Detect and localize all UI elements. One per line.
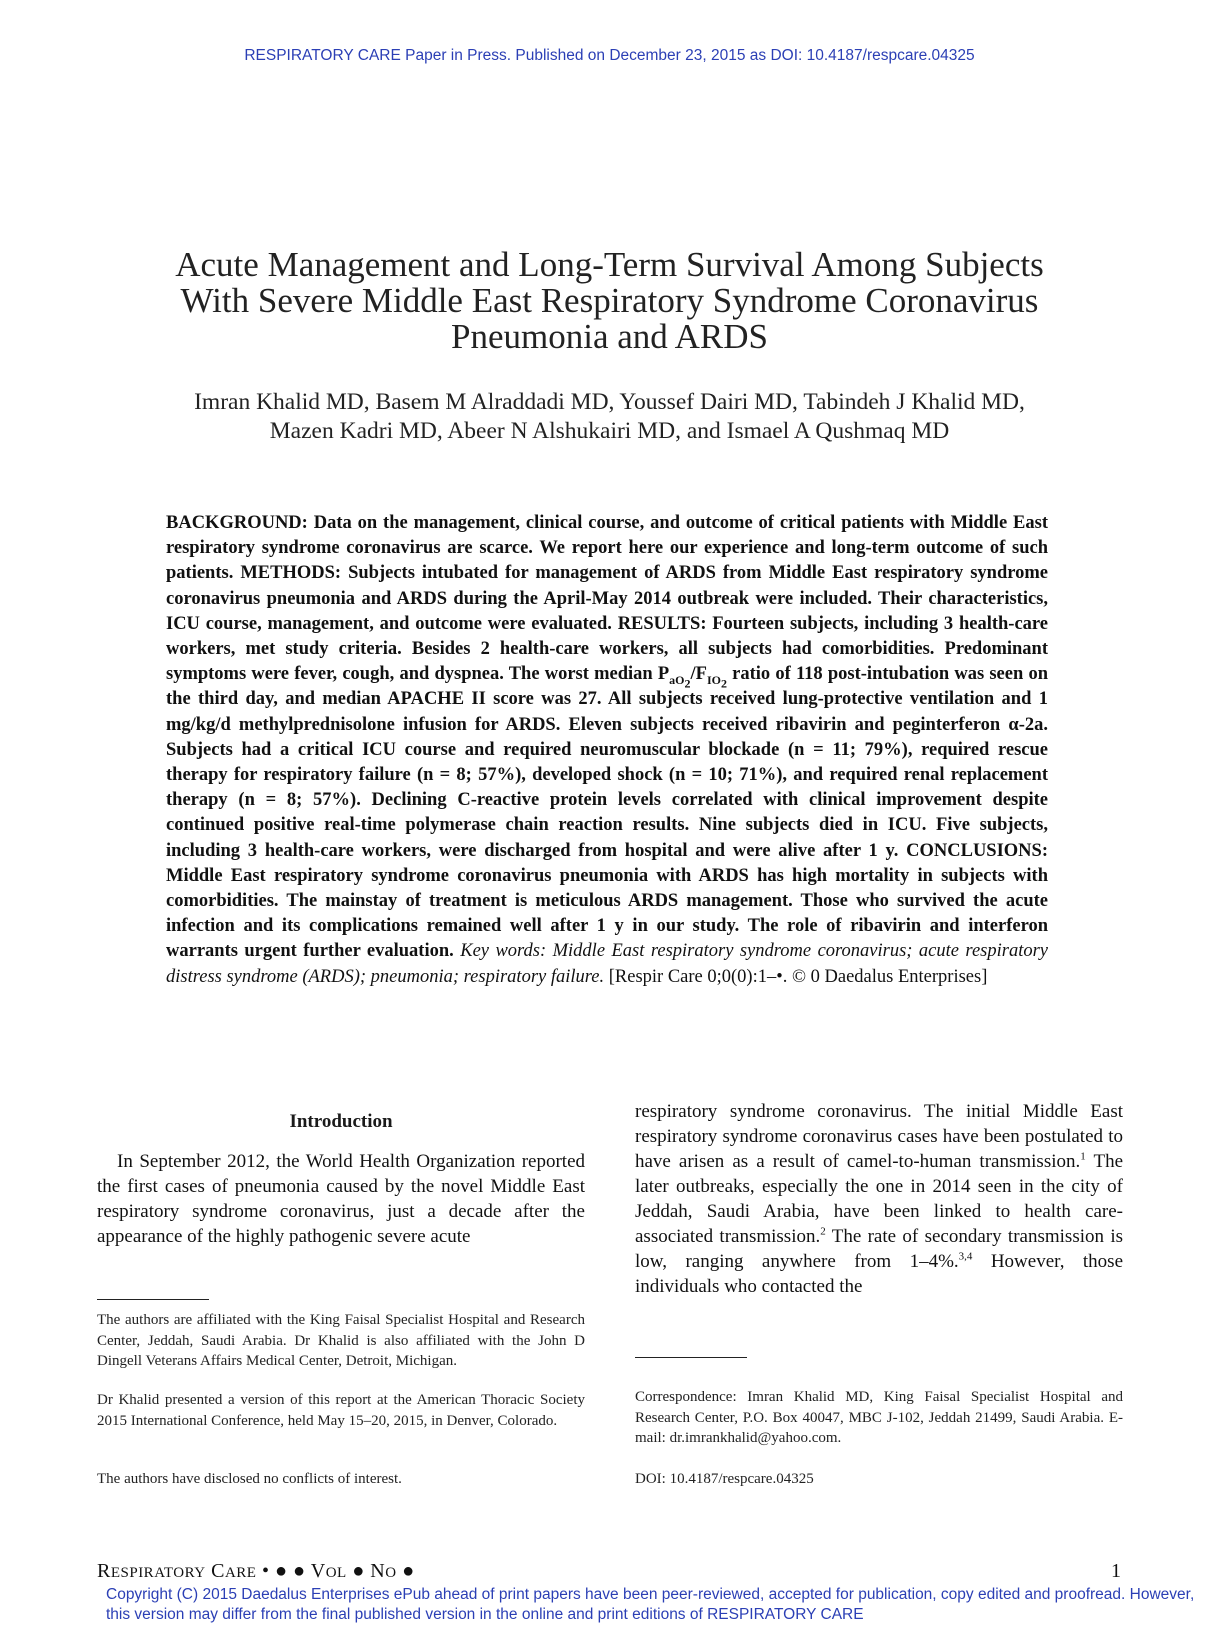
reference-link[interactable]: 3,4: [958, 1250, 973, 1263]
title-line: Acute Management and Long-Term Survival Among Subjects: [175, 245, 1044, 284]
footnote-doi: DOI: 10.4187/respcare.04325: [635, 1471, 814, 1487]
page-number: 1: [1111, 1560, 1121, 1582]
title-line: Pneumonia and ARDS: [451, 317, 768, 356]
press-banner: RESPIRATORY CARE Paper in Press. Published on December 23, 2015 as DOI: 10.4187/respcare.04325: [244, 47, 975, 64]
reference-link[interactable]: 2: [820, 1225, 826, 1238]
citation: [Respir Care 0;0(0):1–•. © 0 Daedalus Enterprises]: [604, 966, 988, 987]
intro-paragraph-right: respiratory syndrome coronavirus. The initial Middle East respiratory syndrome coronavirus cases have been postulated to have arisen as a result of camel-to-human transmission.$^1$ The later outbreaks, especially the one in 2014 seen in the city of Jeddah, Saudi Arabia, have been linked to health care-associated transmission.$^2$ The rate of secondary transmission is low, ranging anywhere from 1–4%.$^{3,4}$ However, those individuals who contacted the: [635, 1101, 1124, 1297]
footer-journal-name: RESPIRATORY CARE • ● ● VOL ● NO ●: [97, 1560, 415, 1582]
author-list: [120, 388, 1099, 446]
author-line: Imran Khalid MD, Basem M Alraddadi MD, Youssef Dairi MD, Tabindeh J Khalid MD,: [194, 389, 1025, 415]
footnote-affiliation: The authors are affiliated with the King Faisal Specialist Hospital and Research Center, Jeddah, Saudi Arabia. Dr Khalid is also affiliated with the John D Dingell Veterans Affairs Medical Center, Detroit, Michigan.: [97, 1312, 585, 1369]
intro-paragraph-left: In September 2012, the World Health Organization reported the first cases of pneumonia caused by the novel Middle East respiratory syndrome coronavirus, just a decade after the appearance of the highly pathogenic severe acute: [97, 1151, 585, 1247]
footnote-conflicts: The authors have disclosed no conflicts of interest.: [97, 1471, 402, 1487]
article-title: [120, 247, 1099, 355]
reference-link[interactable]: 1: [1080, 1150, 1086, 1163]
footnote-divider-left: [97, 1299, 209, 1300]
title-line: With Severe Middle East Respiratory Syndrome Coronavirus: [180, 281, 1039, 320]
footnote-correspondence: Correspondence: Imran Khalid MD, King Faisal Specialist Hospital and Research Center, P.O. Box 40047, MBC J-102, Jeddah 21499, Saudi Arabia. E-mail: dr.imrankhalid@yahoo.com.: [635, 1389, 1123, 1446]
footnote-divider-right: [635, 1357, 747, 1358]
abstract-text: BACKGROUND: Data on the management, clinical course, and outcome of critical patients with Middle East respiratory syndrome coronavirus are scarce. We report here our experience and long-term outcome of such patients. METHODS: Subjects intubated for management of ARDS from Middle East respiratory syndrome coronavirus pneumonia and ARDS during the April-May 2014 outbreak were included. Their characteristics, ICU course, management, and outcome were evaluated. RESULTS: Fourteen subjects, including 3 health-care workers, met study criteria. Besides 2 health-care workers, all subjects had comorbidities. Predominant symptoms were fever, cough, and dyspnea. The worst median $P_{aO_2}/F_{IO_2}$ ratio of 118 post-intubation was seen on the third day, and median APACHE II score was 27. All subjects received lung-protective ventilation and 1 mg/kg/d methylprednisolone infusion for ARDS. Eleven subjects received ribavirin and peginterferon α-2a. Subjects had a critical ICU course and required neuromuscular blockade (n = 11; 79%), required rescue therapy for respiratory failure (n = 8; 57%), developed shock (n = 10; 71%), and required renal replacement therapy (n = 8; 57%). Declining C-reactive protein levels correlated with clinical improvement despite continued positive real-time polymerase chain reaction results. Nine subjects died in ICU. Five subjects, including 3 health-care workers, were discharged from hospital and were alive after 1 y. CONCLUSIONS: Middle East respiratory syndrome coronavirus pneumonia with ARDS has high mortality in subjects with comorbidities. The mainstay of treatment is meticulous ARDS management. Those who survived the acute infection and its complications remained well after 1 y in our study. The role of ribavirin and interferon warrants urgent further evaluation.: [166, 513, 1048, 962]
section-heading-introduction: Introduction: [289, 1111, 393, 1132]
author-line: Mazen Kadri MD, Abeer N Alshukairi MD, and Ismael A Qushmaq MD: [269, 418, 950, 444]
abstract: [166, 511, 1048, 990]
copyright-notice: Copyright (C) 2015 Daedalus Enterprises ePub ahead of print papers have been peer-reviewed, accepted for publication, copy edited and proofread. However, this version may differ from the final published version in the online and print editions of RESPIRATORY CARE: [106, 1586, 1195, 1623]
keywords: Key words: Middle East respiratory syndrome coronavirus; acute respiratory distress syndrome (ARDS); pneumonia; respiratory failure.: [166, 941, 1048, 987]
footnote-presented: Dr Khalid presented a version of this report at the American Thoracic Society 2015 International Conference, held May 15–20, 2015, in Denver, Colorado.: [97, 1392, 585, 1429]
